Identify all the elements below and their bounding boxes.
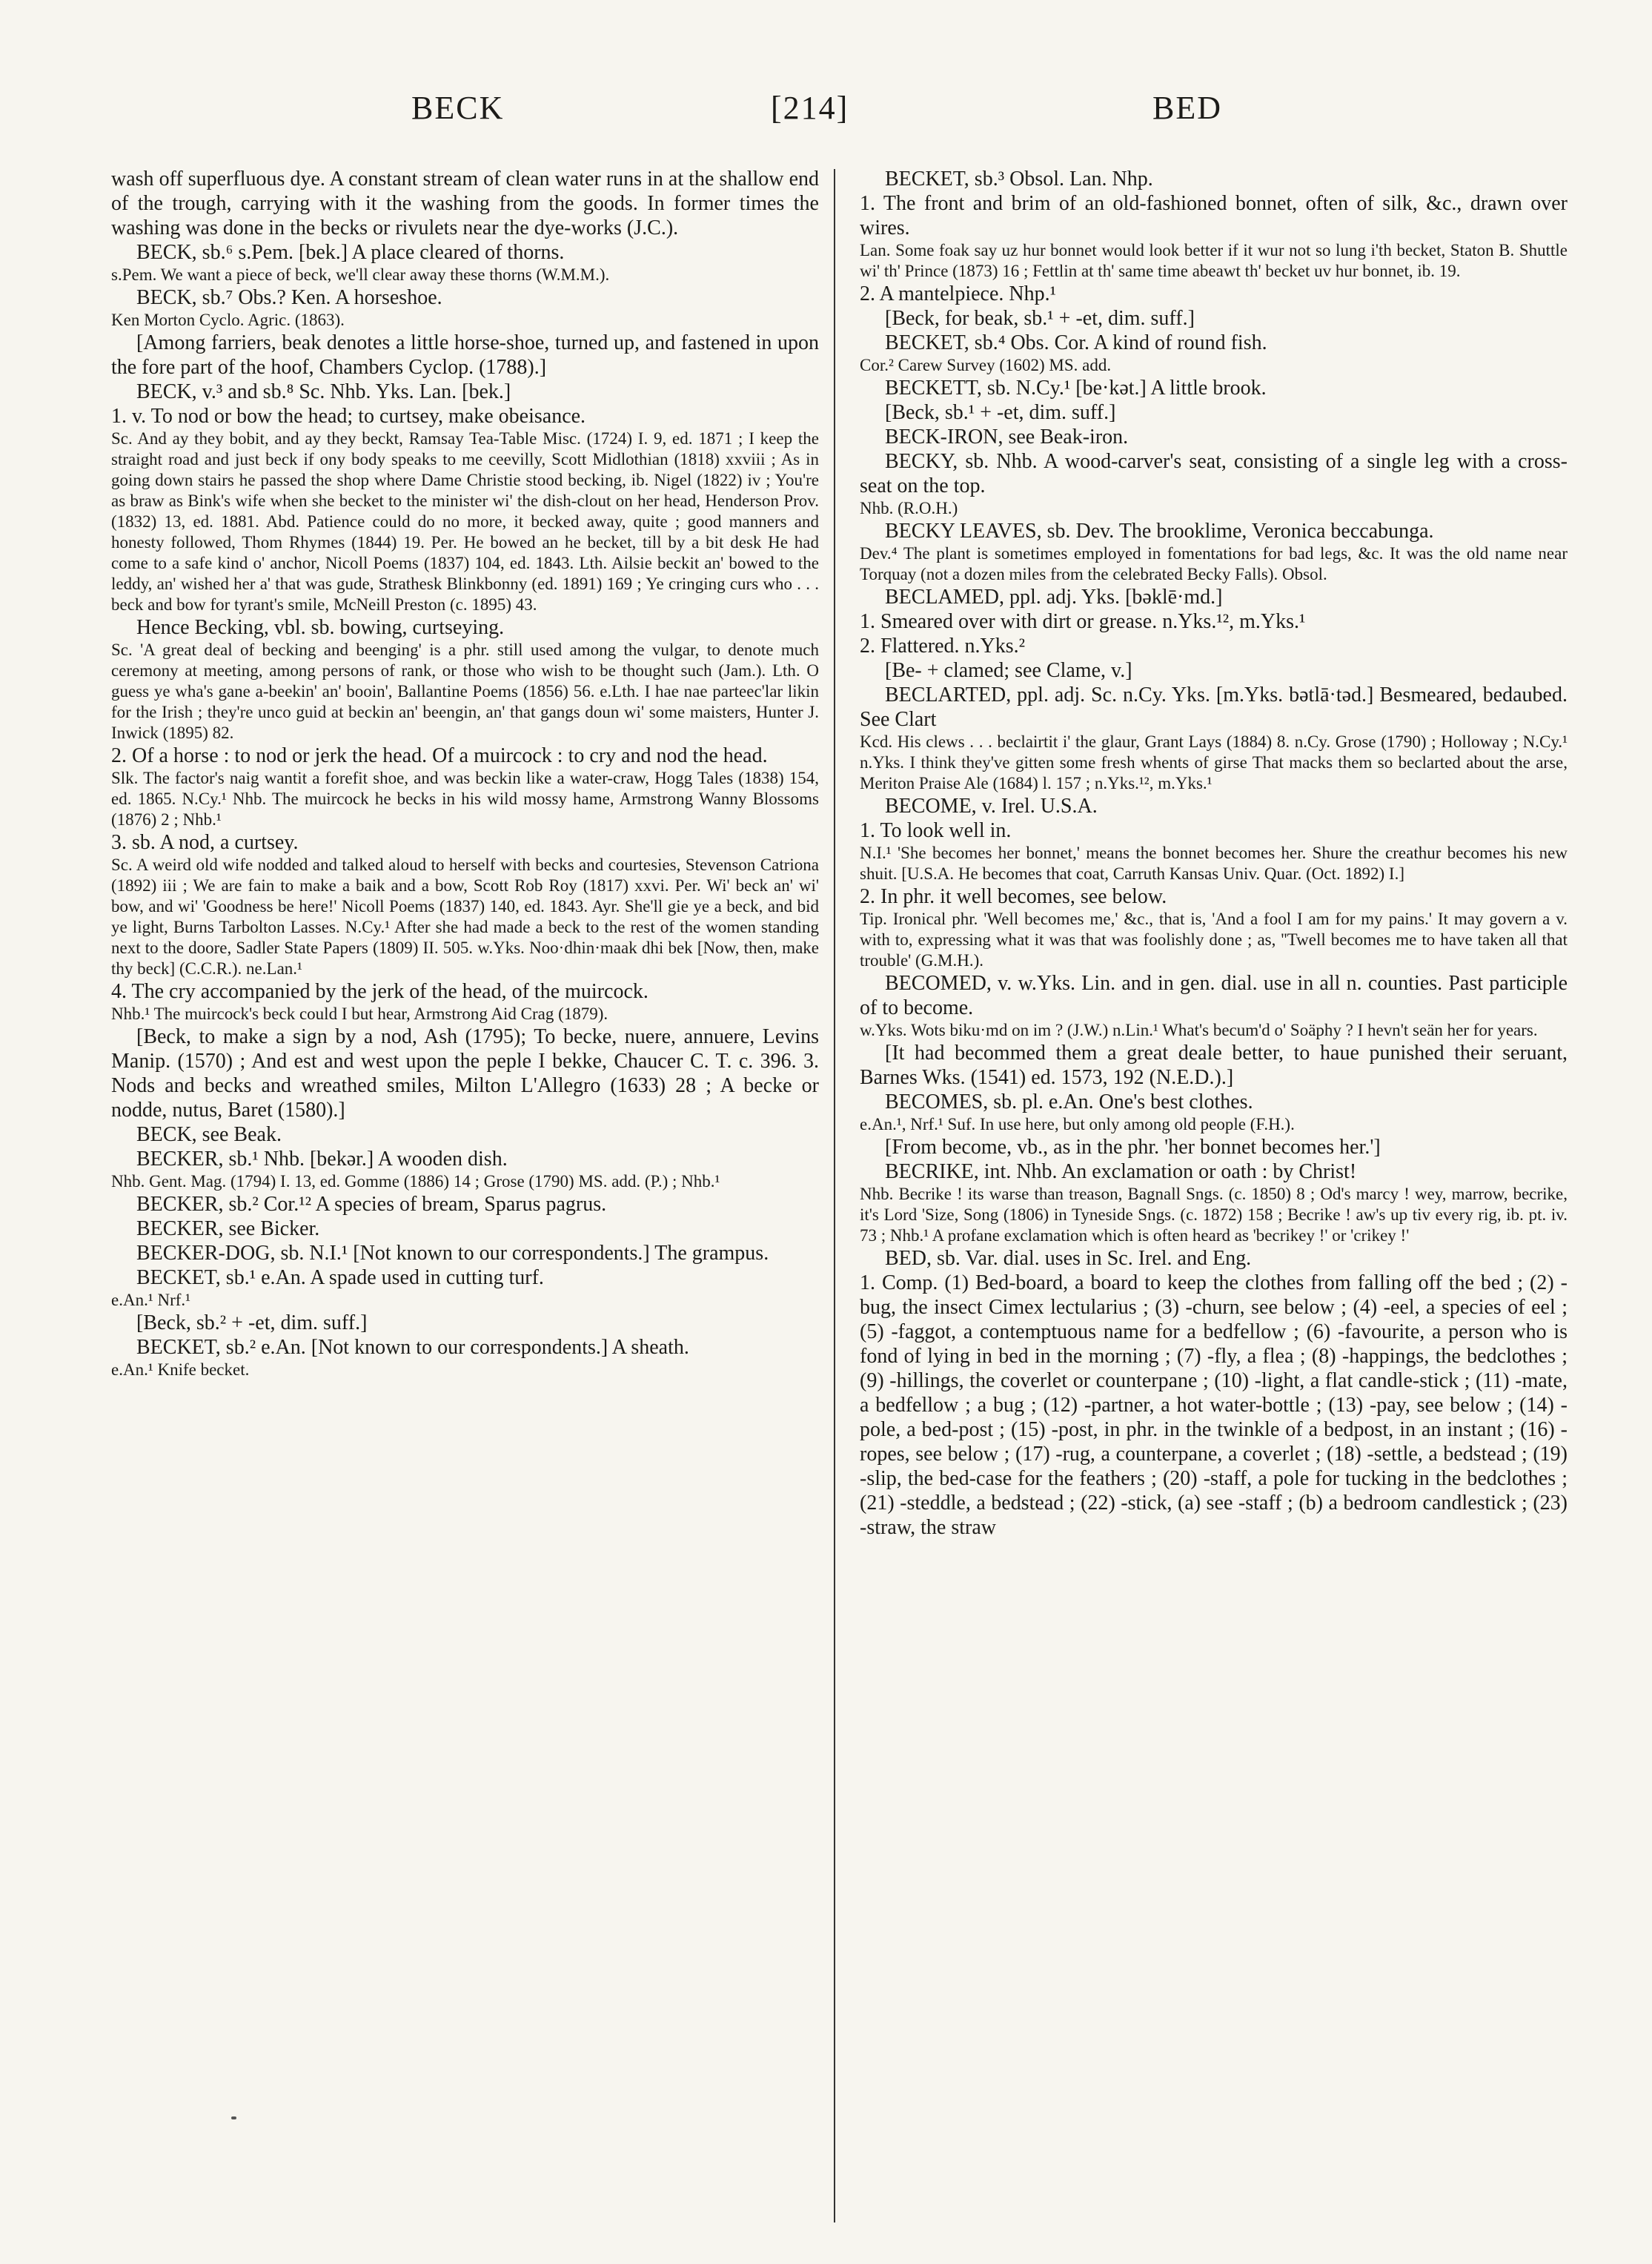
right-column-citation-26: w.Yks. Wots biku·md on im ? (J.W.) n.Lin.¹ What's becum'd o' Soäphy ? I hevn't seän her for years.: [860, 1021, 1538, 1039]
right-column-entry-4: [Beck, for beak, sb.¹ + -et, dim. suff.]: [885, 307, 1195, 330]
right-column-entry-9: BECK-IRON, see Beak-iron.: [885, 426, 1129, 449]
left-column: [111, 167, 819, 2168]
right-column-entry-30: [From become, vb., as in the phr. 'her bonnet becomes her.']: [885, 1136, 1381, 1159]
right-column-sense-1: 1. The front and brim of an old-fashioned bonnet, often of silk, &c., drawn over wires.: [860, 192, 1568, 239]
right-column-sense-23: 2. In phr. it well becomes, see below.: [860, 885, 1167, 908]
right-column-citation-6: Cor.² Carew Survey (1602) MS. add.: [860, 356, 1112, 374]
left-column-entry-26: [Beck, sb.² + -et, dim. suff.]: [136, 1311, 368, 1334]
right-column-entry-14: BECLAMED, ppl. adj. Yks. [bəklē·md.]: [885, 586, 1223, 609]
left-column-entry-9: Hence Becking, vbl. sb. bowing, curtseying.: [136, 616, 505, 639]
right-column-citation-22: N.I.¹ 'She becomes her bonnet,' means the bonnet becomes her. Shure the creathur becomes his new shuit. [U.S.A. He becomes that coat, Carruth Kansas Univ. Quar. (Oct. 1892) I.]: [860, 844, 1568, 883]
left-column-citation-28: e.An.¹ Knife becket.: [111, 1360, 250, 1379]
left-column-citation-2: s.Pem. We want a piece of beck, we'll clear away these thorns (W.M.M.).: [111, 265, 610, 284]
right-column-entry-12: BECKY LEAVES, sb. Dev. The brooklime, Veronica beccabunga.: [885, 520, 1434, 543]
right-column-entry-10: BECKY, sb. Nhb. A wood-carver's seat, consisting of a single leg with a cross-seat on the top.: [860, 450, 1568, 497]
left-column-sense-7: 1. v. To nod or bow the head; to curtsey, make obeisance.: [111, 405, 586, 428]
left-column-entry-17: [Beck, to make a sign by a nod, Ash (1795); To becke, nuere, annuere, Levins Manip. (1570) ; And est and west upon the peple I bekke, Chaucer C. T. c. 396. 3. Nods and becks and wreathed smiles, Milton L'Allegro (1633) 28 ; A becke or nodde, nutus, Baret (1580).]: [111, 1025, 819, 1122]
right-column-entry-8: [Beck, sb.¹ + -et, dim. suff.]: [885, 401, 1116, 424]
left-column-entry-1: BECK, sb.⁶ s.Pem. [bek.] A place cleared of thorns.: [136, 241, 565, 264]
running-header: [0, 89, 1652, 141]
right-column-entry-28: BECOMES, sb. pl. e.An. One's best clothes.: [885, 1090, 1253, 1113]
right-column-sense-21: 1. To look well in.: [860, 819, 1012, 842]
right-column-entry-20: BECOME, v. Irel. U.S.A.: [885, 795, 1098, 818]
right-column-citation-11: Nhb. (R.O.H.): [860, 499, 958, 517]
right-column-citation-29: e.An.¹, Nrf.¹ Suf. In use here, but only among old people (F.H.).: [860, 1115, 1295, 1133]
right-column-citation-13: Dev.⁴ The plant is sometimes employed in fomentations for bad legs, &c. It was the old name near Torquay (not a dozen miles from the celebrated Becky Falls). Obsol.: [860, 544, 1568, 583]
left-column-sense-13: 3. sb. A nod, a curtsey.: [111, 831, 299, 854]
left-column-citation-20: Nhb. Gent. Mag. (1794) I. 13, ed. Gomme (1886) 14 ; Grose (1790) MS. add. (P.) ; Nhb.¹: [111, 1172, 720, 1191]
page-mark: [231, 2116, 236, 2119]
right-column-entry-5: BECKET, sb.⁴ Obs. Cor. A kind of round fish.: [885, 331, 1267, 354]
left-column-entry-19: BECKER, sb.¹ Nhb. [bekər.] A wooden dish.: [136, 1148, 508, 1171]
left-column-entry-18: BECK, see Beak.: [136, 1123, 282, 1146]
left-column-sense-11: 2. Of a horse : to nod or jerk the head. Of a muircock : to cry and nod the head.: [111, 744, 768, 767]
right-column-entry-17: [Be- + clamed; see Clame, v.]: [885, 659, 1132, 682]
left-column-citation-14: Sc. A weird old wife nodded and talked aloud to herself with becks and courtesies, Stevenson Catriona (1892) iii ; We are fain to make a baik and a bow, Scott Rob Roy (1817) xxvi. Per. Wi' beck an' wi' bow, and wi' 'Goodness be here!' Nicoll Poems (1837) 140, ed. 1843. Ayr. She'll gie ye a beck, and bid ye light, Burns Tarbolton Lasses. N.Cy.¹ After she had made a beck to the rest of the women standing next to the doore, Sadler State Papers (1809) II. 505. w.Yks. Noo·dhin·maak dhi bek [Now, then, make thy beck] (C.C.R.). ne.Lan.¹: [111, 855, 819, 978]
left-column-sense-15: 4. The cry accompanied by the jerk of the head, of the muircock.: [111, 980, 648, 1003]
right-column-citation-24: Tip. Ironical phr. 'Well becomes me,' &c., that is, 'And a fool I am for my pains.' It may govern a v. with to, expressing what it was that was foolishly done ; as, ''Twell becomes me to have taken all that trouble' (G.M.H.).: [860, 910, 1568, 970]
right-column-entry-25: BECOMED, v. w.Yks. Lin. and in gen. dial. use in all n. counties. Past participle of to become.: [860, 972, 1568, 1019]
left-column-entry-3: BECK, sb.⁷ Obs.? Ken. A horseshoe.: [136, 286, 442, 309]
left-column-entry-23: BECKER-DOG, sb. N.I.¹ [Not known to our correspondents.] The grampus.: [136, 1242, 769, 1265]
right-column-sense-34: 1. Comp. (1) Bed-board, a board to keep the clothes from falling off the bed ; (2) -bug, the insect Cimex lectularius ; (3) -churn, see below ; (4) -eel, a species of eel ; (5) -faggot, a contemptuous name for a bedfellow ; (6) -favourite, a person who is fond of lying in bed in the morning ; (7) -fly, a flea ; (8) -happings, the bedclothes ; (9) -hillings, the coverlet or counterpane ; (10) -light, a flat candle-stick ; (11) -mate, a bedfellow ; a bug ; (12) -partner, a hot water-bottle ; (13) -pay, see below ; (14) -pole, a bed-post ; (15) -post, in phr. in the twinkle of a bedpost, in an instant ; (16) -ropes, see below ; (17) -rug, a counterpane, a coverlet ; (18) -settle, a bedstead ; (19) -slip, the bed-case for the feathers ; (20) -staff, a pole for tucking in the bedclothes ; (21) -steddle, a bedstead ; (22) -stick, (a) see -staff ; (b) a bedroom candlestick ; (23) -straw, the straw: [860, 1271, 1568, 1539]
left-column-entry-24: BECKET, sb.¹ e.An. A spade used in cutting turf.: [136, 1266, 544, 1289]
left-column-entry-27: BECKET, sb.² e.An. [Not known to our correspondents.] A sheath.: [136, 1336, 689, 1359]
left-column-citation-4: Ken Morton Cyclo. Agric. (1863).: [111, 311, 345, 329]
header-right-headword: BED: [1152, 90, 1222, 126]
right-column-citation-32: Nhb. Becrike ! its warse than treason, Bagnall Sngs. (c. 1850) 8 ; Od's marcy ! wey, marrow, becrike, it's Lord 'Size, Song (1806) in Tyneside Sngs. (c. 1872) 158 ; Becrike ! aw's up tiv every rig, ib. pt. iv. 73 ; Nhb.¹ A profane exclamation which is often heard as 'becrikey !' or 'crikey !': [860, 1185, 1568, 1245]
right-column-entry-18: BECLARTED, ppl. adj. Sc. n.Cy. Yks. [m.Yks. bətlā·təd.] Besmeared, bedaubed. See Clart: [860, 683, 1568, 731]
left-column-citation-8: Sc. And ay they bobit, and ay they beckt, Ramsay Tea-Table Misc. (1724) I. 9, ed. 1871 ; I keep the straight road and just beck if ony body speaks to me ceevilly, Scott Midlothian (1818) xxviii ; As in going down stairs he passed the shop where Dame Christie stood becking, ib. Nigel (1822) iv ; You're as braw as Bink's wife when she becket to the minister wi' the dish-clout on her head, Henderson Prov. (1832) 13, ed. 1881. Abd. Patience could do no more, it becked away, quite ; good manners and honesty followed, Thom Rhymes (1844) 19. Per. He bowed an he becket, till by a bit desk He had come to a safe kind o' anchor, Nicoll Poems (1837) 104, ed. 1843. Lth. Ailsie beckit an' bowed to the leddy, an' wished her a' that was gude, Strathesk Blinkbonny (ed. 1891) 169 ; Ye cringing curs who . . . beck and bow for tyrant's smile, McNeill Preston (c. 1895) 43.: [111, 429, 819, 614]
right-column-entry-0: BECKET, sb.³ Obsol. Lan. Nhp.: [885, 168, 1153, 191]
right-column-entry-27: [It had becommed them a great deale better, to haue punished their seruant, Barnes Wks. (1541) ed. 1573, 192 (N.E.D.).]: [860, 1042, 1568, 1089]
left-column-citation-10: Sc. 'A great deal of becking and beenging' is a phr. still used among the vulgar, to denote much ceremony at meeting, among persons of rank, or those who wish to be thought such (Jam.). Lth. O guess ye wha's gane a-beekin' an' booin', Ballantine Poems (1856) 56. e.Lth. I hae nae parteec'lar likin for the Irish ; they're unco guid at beckin an' beengin, an' that gangs doun wi' some maisters, Hunter J. Inwick (1895) 82.: [111, 641, 819, 742]
right-column-citation-19: Kcd. His clews . . . beclairtit i' the glaur, Grant Lays (1884) 8. n.Cy. Grose (1790) ; Holloway ; N.Cy.¹ n.Yks. I think they've gitten some fresh whents of girse That macks them so beclarted about the arse, Meriton Praise Ale (1684) l. 157 ; n.Yks.¹², m.Yks.¹: [860, 732, 1568, 792]
right-column-citation-2: Lan. Some foak say uz hur bonnet would look better if it wur not so lung i'th becket, Staton B. Shuttle wi' th' Prince (1873) 16 ; Fettlin at th' same time abeawt th' becket uv hur bonnet, ib. 19.: [860, 241, 1568, 280]
page-number: [214]: [771, 90, 849, 126]
left-column-citation-16: Nhb.¹ The muircock's beck could I but hear, Armstrong Aid Crag (1879).: [111, 1004, 608, 1023]
right-column-entry-33: BED, sb. Var. dial. uses in Sc. Irel. and Eng.: [885, 1247, 1252, 1270]
left-column-entry-6: BECK, v.³ and sb.⁸ Sc. Nhb. Yks. Lan. [bek.]: [136, 380, 511, 403]
header-left-headword: BECK: [411, 90, 505, 126]
right-column: [860, 167, 1568, 2168]
left-column-citation-25: e.An.¹ Nrf.¹: [111, 1291, 191, 1309]
right-column-sense-16: 2. Flattered. n.Yks.²: [860, 635, 1026, 658]
right-column-entry-31: BECRIKE, int. Nhb. An exclamation or oath : by Christ!: [885, 1160, 1357, 1183]
right-column-sense-15: 1. Smeared over with dirt or grease. n.Yks.¹², m.Yks.¹: [860, 610, 1306, 633]
right-column-sense-3: 2. A mantelpiece. Nhp.¹: [860, 282, 1057, 305]
left-column-entry-22: BECKER, see Bicker.: [136, 1217, 320, 1240]
left-column-citation-12: Slk. The factor's naig wantit a forefit shoe, and was beckin like a water-craw, Hogg Tales (1838) 154, ed. 1865. N.Cy.¹ Nhb. The muircock he becks in his wild mossy hame, Armstrong Wanny Blossoms (1876) 2 ; Nhb.¹: [111, 769, 819, 829]
right-column-entry-7: BECKETT, sb. N.Cy.¹ [be·kət.] A little brook.: [885, 377, 1267, 400]
left-column-entry-5: [Among farriers, beak denotes a little horse-shoe, turned up, and fastened in upon the fore part of the hoof, Chambers Cyclop. (1788).]: [111, 331, 819, 379]
column-divider: [834, 169, 835, 2222]
left-column-sense-0: wash off superfluous dye. A constant stream of clean water runs in at the shallow end of the trough, carrying with it the washing from the goods. In former times the washing was done in the becks or rivulets near the dye-works (J.C.).: [111, 168, 819, 239]
left-column-entry-21: BECKER, sb.² Cor.¹² A species of bream, Sparus pagrus.: [136, 1193, 607, 1216]
